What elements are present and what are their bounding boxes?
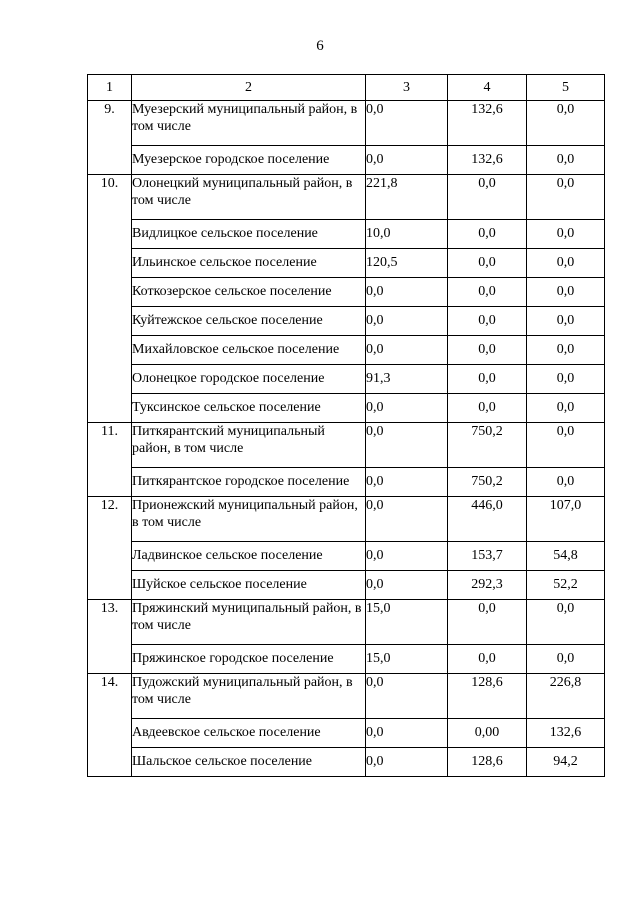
name-cell: Михайловское сельское поселение xyxy=(132,336,366,365)
row-number: 9. xyxy=(88,101,132,175)
value-col4-cell: 0,0 xyxy=(448,278,527,307)
value-col4-cell: 0,0 xyxy=(448,336,527,365)
table-row-district xyxy=(88,600,605,645)
name-cell: Пряжинское городское поселение xyxy=(132,645,366,674)
header-cell: 4 xyxy=(448,75,527,101)
table-body xyxy=(88,75,605,777)
table-row-settlement xyxy=(88,146,605,175)
value-col5-cell: 0,0 xyxy=(527,600,605,645)
value-col4-cell: 128,6 xyxy=(448,748,527,777)
name-cell: Прионежский муниципальный район, в том числе xyxy=(132,497,366,542)
value-col4-cell: 0,0 xyxy=(448,394,527,423)
name-cell: Олонецкий муниципальный район, в том числе xyxy=(132,175,366,220)
value-col5-cell: 0,0 xyxy=(527,278,605,307)
value-col4-cell: 132,6 xyxy=(448,146,527,175)
page-number: 6 xyxy=(316,38,324,54)
header-cell: 3 xyxy=(366,75,448,101)
value-col4-cell: 0,0 xyxy=(448,365,527,394)
table-row-settlement xyxy=(88,645,605,674)
value-col3-cell: 0,0 xyxy=(366,101,448,146)
value-col5-cell: 0,0 xyxy=(527,468,605,497)
value-col4-cell: 0,0 xyxy=(448,600,527,645)
value-col5-cell: 226,8 xyxy=(527,674,605,719)
value-col5-cell: 94,2 xyxy=(527,748,605,777)
value-col5-cell: 0,0 xyxy=(527,336,605,365)
value-col3-cell: 0,0 xyxy=(366,468,448,497)
table-row-district xyxy=(88,423,605,468)
value-col5-cell: 107,0 xyxy=(527,497,605,542)
value-col4-cell: 446,0 xyxy=(448,497,527,542)
name-cell: Шуйское сельское поселение xyxy=(132,571,366,600)
value-col3-cell: 0,0 xyxy=(366,542,448,571)
name-cell: Питкярантское городское поселение xyxy=(132,468,366,497)
table-row-settlement xyxy=(88,542,605,571)
table-row-settlement xyxy=(88,394,605,423)
value-col4-cell: 0,0 xyxy=(448,645,527,674)
row-number: 12. xyxy=(88,497,132,600)
value-col3-cell: 10,0 xyxy=(366,220,448,249)
value-col3-cell: 0,0 xyxy=(366,674,448,719)
value-col4-cell: 292,3 xyxy=(448,571,527,600)
value-col3-cell: 0,0 xyxy=(366,278,448,307)
name-cell: Питкярантский муниципальный район, в том числе xyxy=(132,423,366,468)
value-col3-cell: 15,0 xyxy=(366,645,448,674)
table-row-district xyxy=(88,175,605,220)
name-cell: Ильинское сельское поселение xyxy=(132,249,366,278)
name-cell: Видлицкое сельское поселение xyxy=(132,220,366,249)
value-col3-cell: 15,0 xyxy=(366,600,448,645)
value-col5-cell: 54,8 xyxy=(527,542,605,571)
name-cell: Туксинское сельское поселение xyxy=(132,394,366,423)
value-col5-cell: 52,2 xyxy=(527,571,605,600)
row-number: 10. xyxy=(88,175,132,423)
value-col3-cell: 91,3 xyxy=(366,365,448,394)
value-col4-cell: 0,0 xyxy=(448,220,527,249)
value-col4-cell: 0,0 xyxy=(448,249,527,278)
value-col3-cell: 0,0 xyxy=(366,571,448,600)
name-cell: Муезерский муниципальный район, в том числе xyxy=(132,101,366,146)
table-row-settlement xyxy=(88,748,605,777)
row-number: 14. xyxy=(88,674,132,777)
data-table xyxy=(87,74,605,777)
value-col3-cell: 221,8 xyxy=(366,175,448,220)
header-cell: 1 xyxy=(88,75,132,101)
value-col4-cell: 0,00 xyxy=(448,719,527,748)
name-cell: Авдеевское сельское поселение xyxy=(132,719,366,748)
value-col3-cell: 0,0 xyxy=(366,146,448,175)
table-row-district xyxy=(88,497,605,542)
value-col3-cell: 0,0 xyxy=(366,336,448,365)
table-row-settlement xyxy=(88,365,605,394)
value-col3-cell: 120,5 xyxy=(366,249,448,278)
value-col4-cell: 132,6 xyxy=(448,101,527,146)
value-col5-cell: 0,0 xyxy=(527,101,605,146)
value-col4-cell: 750,2 xyxy=(448,423,527,468)
table-row-settlement xyxy=(88,336,605,365)
table-row-district xyxy=(88,674,605,719)
value-col5-cell: 0,0 xyxy=(527,307,605,336)
row-number: 11. xyxy=(88,423,132,497)
value-col4-cell: 128,6 xyxy=(448,674,527,719)
header-cell: 2 xyxy=(132,75,366,101)
name-cell: Пудожский муниципальный район, в том числе xyxy=(132,674,366,719)
name-cell: Куйтежское сельское поселение xyxy=(132,307,366,336)
table-row-settlement xyxy=(88,249,605,278)
name-cell: Олонецкое городское поселение xyxy=(132,365,366,394)
name-cell: Шальское сельское поселение xyxy=(132,748,366,777)
table-row-settlement xyxy=(88,571,605,600)
value-col5-cell: 0,0 xyxy=(527,394,605,423)
table-row-settlement xyxy=(88,719,605,748)
value-col4-cell: 750,2 xyxy=(448,468,527,497)
value-col5-cell: 132,6 xyxy=(527,719,605,748)
value-col5-cell: 0,0 xyxy=(527,146,605,175)
value-col3-cell: 0,0 xyxy=(366,719,448,748)
table-row-settlement xyxy=(88,278,605,307)
value-col3-cell: 0,0 xyxy=(366,497,448,542)
value-col5-cell: 0,0 xyxy=(527,220,605,249)
header-cell: 5 xyxy=(527,75,605,101)
value-col4-cell: 0,0 xyxy=(448,307,527,336)
row-number: 13. xyxy=(88,600,132,674)
value-col3-cell: 0,0 xyxy=(366,748,448,777)
table-row-settlement xyxy=(88,468,605,497)
value-col3-cell: 0,0 xyxy=(366,394,448,423)
name-cell: Муезерское городское поселение xyxy=(132,146,366,175)
value-col5-cell: 0,0 xyxy=(527,175,605,220)
table-header-row xyxy=(88,75,605,101)
value-col3-cell: 0,0 xyxy=(366,423,448,468)
name-cell: Коткозерское сельское поселение xyxy=(132,278,366,307)
value-col5-cell: 0,0 xyxy=(527,423,605,468)
table-row-settlement xyxy=(88,220,605,249)
value-col4-cell: 0,0 xyxy=(448,175,527,220)
table-row-district xyxy=(88,101,605,146)
value-col5-cell: 0,0 xyxy=(527,645,605,674)
value-col3-cell: 0,0 xyxy=(366,307,448,336)
table-row-settlement xyxy=(88,307,605,336)
value-col5-cell: 0,0 xyxy=(527,365,605,394)
value-col4-cell: 153,7 xyxy=(448,542,527,571)
name-cell: Ладвинское сельское поселение xyxy=(132,542,366,571)
name-cell: Пряжинский муниципальный район, в том числе xyxy=(132,600,366,645)
value-col5-cell: 0,0 xyxy=(527,249,605,278)
